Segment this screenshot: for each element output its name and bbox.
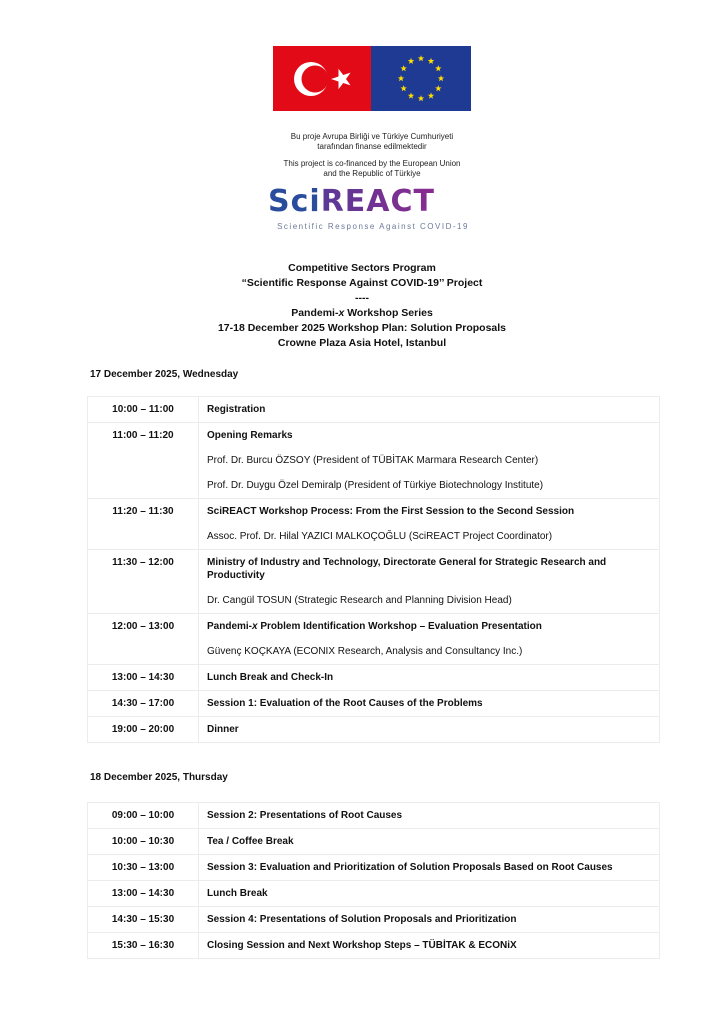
session-time: 09:00 – 10:00 (88, 803, 199, 829)
session-time: 11:00 – 11:20 (88, 423, 199, 499)
funding-text-tr (240, 132, 504, 152)
session-time: 15:30 – 16:30 (88, 933, 199, 959)
eu-star-icon (435, 85, 441, 91)
session-speaker: Prof. Dr. Duygu Özel Demiralp (President of Türkiye Biotechnology Institute) (207, 480, 544, 491)
session-title: Tea / Coffee Break (207, 836, 294, 847)
session-description (199, 855, 660, 881)
session-description (199, 499, 660, 550)
session-time: 14:30 – 17:00 (88, 691, 199, 717)
schedule-row (88, 691, 660, 717)
funding-text-en (240, 159, 504, 179)
session-description (199, 829, 660, 855)
session-description (199, 907, 660, 933)
session-speaker: Güvenç KOÇKAYA (ECONIX Research, Analysis and Consultancy Inc.) (207, 646, 523, 657)
eu-star-icon (408, 58, 414, 64)
schedule-row (88, 829, 660, 855)
session-speaker: Prof. Dr. Burcu ÖZSOY (President of TÜBİTAK Marmara Research Center) (207, 455, 539, 466)
session-description (199, 397, 660, 423)
session-description (199, 881, 660, 907)
schedule-row (88, 614, 660, 665)
schedule-row (88, 665, 660, 691)
workshop-series: Pandemi-x Workshop Series (291, 307, 433, 319)
schedule-row (88, 550, 660, 614)
logo-ci: ci (290, 184, 321, 219)
session-time: 14:30 – 15:30 (88, 907, 199, 933)
session-speaker: Assoc. Prof. Dr. Hilal YAZICI MALKOÇOĞLU (SciREACT Project Coordinator) (207, 531, 553, 542)
eu-star-icon (438, 75, 444, 81)
schedule-row (88, 907, 660, 933)
schedule-row (88, 717, 660, 743)
session-description (199, 691, 660, 717)
eu-star-icon (400, 65, 406, 71)
funding-tr-line2: tarafından finanse edilmektedir (317, 142, 427, 151)
schedule-row (88, 881, 660, 907)
logo-s-dna: S (268, 184, 291, 219)
funding-flags (273, 46, 471, 111)
schedule-row (88, 423, 660, 499)
session-description (199, 717, 660, 743)
session-time: 10:00 – 10:30 (88, 829, 199, 855)
eu-star-icon (400, 85, 406, 91)
session-time: 13:00 – 14:30 (88, 881, 199, 907)
session-title: Lunch Break (207, 888, 268, 899)
funding-en-line2: and the Republic of Türkiye (323, 169, 421, 178)
session-title: Dinner (207, 724, 239, 735)
heading-separator: ---- (355, 292, 369, 304)
schedule-row (88, 397, 660, 423)
project-name: “Scientific Response Against COVID-19’’ Project (241, 277, 483, 289)
session-title: Session 3: Evaluation and Prioritization of Solution Proposals Based on Root Causes (207, 862, 613, 873)
session-title: Opening Remarks (207, 430, 293, 441)
funding-en-line1: This project is co-financed by the European Union (283, 159, 461, 168)
session-time: 19:00 – 20:00 (88, 717, 199, 743)
session-title: Ministry of Industry and Technology, Directorate General for Strategic Research and Productivity (207, 557, 607, 581)
schedule-row (88, 933, 660, 959)
logo-react: REACT (320, 184, 435, 219)
scireact-logo (268, 184, 478, 234)
session-title: SciREACT Workshop Process: From the First Session to the Second Session (207, 506, 575, 517)
session-time: 10:00 – 11:00 (88, 397, 199, 423)
session-description (199, 665, 660, 691)
eu-star-icon (408, 92, 414, 98)
schedule-row (88, 803, 660, 829)
session-description (199, 550, 660, 614)
program-name: Competitive Sectors Program (288, 262, 436, 274)
turkey-flag-icon (273, 46, 371, 111)
eu-star-icon (435, 65, 441, 71)
document-heading (150, 261, 574, 351)
day-title-1: 17 December 2025, Wednesday (90, 369, 239, 380)
session-title: Session 1: Evaluation of the Root Causes of the Problems (207, 698, 483, 709)
session-description (199, 803, 660, 829)
eu-flag-icon (371, 46, 471, 111)
schedule-table-day-1 (87, 396, 660, 743)
session-description (199, 933, 660, 959)
session-time: 11:20 – 11:30 (88, 499, 199, 550)
session-speaker: Dr. Cangül TOSUN (Strategic Research and Planning Division Head) (207, 595, 512, 606)
session-title: Lunch Break and Check-In (207, 672, 334, 683)
eu-star-icon (418, 55, 424, 61)
schedule-table-day-2 (87, 802, 660, 959)
session-time: 12:00 – 13:00 (88, 614, 199, 665)
session-title: Session 2: Presentations of Root Causes (207, 810, 403, 821)
session-title: Pandemi-x Problem Identification Workshop – Evaluation Presentation (207, 621, 542, 632)
day-title-2: 18 December 2025, Thursday (90, 772, 228, 783)
venue: Crowne Plaza Asia Hotel, Istanbul (277, 337, 447, 349)
session-time: 11:30 – 12:00 (88, 550, 199, 614)
logo-tagline: Scientific Response Against COVID-19 (277, 222, 469, 231)
eu-star-icon (398, 75, 404, 81)
session-description (199, 423, 660, 499)
schedule-row (88, 499, 660, 550)
session-time: 10:30 – 13:00 (88, 855, 199, 881)
session-title: Session 4: Presentations of Solution Proposals and Prioritization (207, 914, 517, 925)
eu-star-icon (418, 95, 424, 101)
eu-star-icon (428, 58, 434, 64)
session-title: Closing Session and Next Workshop Steps – TÜBİTAK & ECONiX (207, 940, 517, 951)
workshop-plan: 17-18 December 2025 Workshop Plan: Solution Proposals (217, 322, 507, 334)
session-title: Registration (207, 404, 266, 415)
schedule-row (88, 855, 660, 881)
eu-star-icon (428, 92, 434, 98)
funding-tr-line1: Bu proje Avrupa Birliği ve Türkiye Cumhuriyeti (290, 132, 454, 141)
session-description (199, 614, 660, 665)
session-time: 13:00 – 14:30 (88, 665, 199, 691)
